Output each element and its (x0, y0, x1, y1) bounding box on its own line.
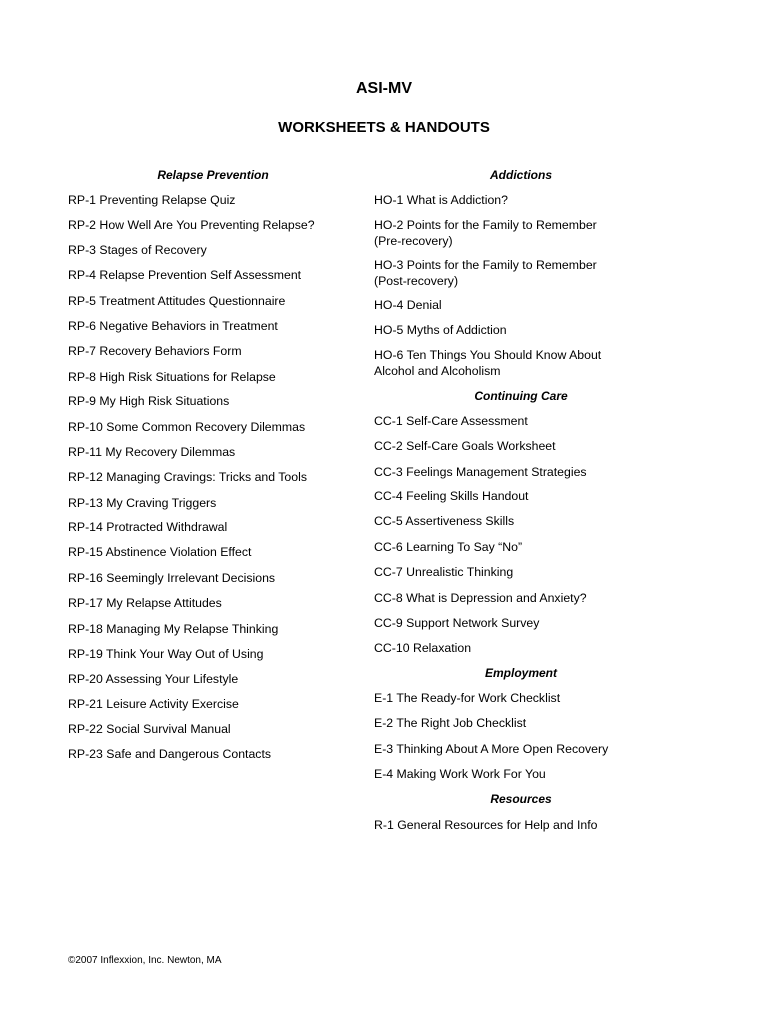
list-item: CC-6 Learning To Say “No” (374, 540, 523, 554)
section-heading-addictions: Addictions (490, 168, 552, 182)
list-item: RP-8 High Risk Situations for Relapse (68, 370, 276, 384)
list-item: RP-19 Think Your Way Out of Using (68, 647, 264, 661)
list-item: RP-12 Managing Cravings: Tricks and Tools (68, 470, 307, 484)
list-item: HO-2 Points for the Family to Remember (Pre-recovery) (374, 218, 597, 248)
list-item: RP-4 Relapse Prevention Self Assessment (68, 268, 302, 282)
section-heading-continuing-care: Continuing Care (474, 389, 568, 403)
list-item: RP-17 My Relapse Attitudes (68, 596, 222, 610)
list-item: HO-5 Myths of Addiction (374, 323, 507, 337)
list-item: RP-15 Abstinence Violation Effect (68, 545, 252, 559)
list-item: RP-11 My Recovery Dilemmas (68, 445, 236, 459)
list-item: RP-5 Treatment Attitudes Questionnaire (68, 294, 286, 308)
list-item: CC-5 Assertiveness Skills (374, 514, 515, 528)
list-item: RP-22 Social Survival Manual (68, 722, 231, 736)
list-item: RP-21 Leisure Activity Exercise (68, 697, 239, 711)
list-item: HO-6 Ten Things You Should Know About Alcohol and Alcoholism (374, 348, 602, 378)
page-subtitle: WORKSHEETS & HANDOUTS (278, 119, 490, 136)
list-item: HO-3 Points for the Family to Remember (Post-recovery) (374, 258, 597, 288)
list-item: CC-9 Support Network Survey (374, 616, 540, 630)
list-item: RP-3 Stages of Recovery (68, 243, 207, 257)
list-item: RP-1 Preventing Relapse Quiz (68, 193, 236, 207)
list-item: CC-7 Unrealistic Thinking (374, 565, 514, 579)
list-item: RP-14 Protracted Withdrawal (68, 520, 228, 534)
list-item: E-1 The Ready-for Work Checklist (374, 691, 561, 705)
section-heading-resources: Resources (490, 792, 552, 806)
list-item: R-1 General Resources for Help and Info (374, 818, 598, 832)
list-item: RP-9 My High Risk Situations (68, 394, 230, 408)
list-item: RP-7 Recovery Behaviors Form (68, 344, 242, 358)
section-heading-employment: Employment (484, 666, 557, 680)
list-item: HO-4 Denial (374, 298, 442, 312)
list-item: HO-1 What is Addiction? (374, 193, 508, 207)
list-item: CC-1 Self-Care Assessment (374, 414, 528, 428)
list-item: CC-3 Feelings Management Strategies (374, 465, 587, 479)
list-item: RP-16 Seemingly Irrelevant Decisions (68, 571, 276, 585)
page-title: ASI-MV (356, 80, 412, 97)
list-item: CC-10 Relaxation (374, 641, 472, 655)
list-item: RP-13 My Craving Triggers (68, 496, 217, 510)
list-item: RP-18 Managing My Relapse Thinking (68, 622, 279, 636)
list-item: E-4 Making Work Work For You (374, 767, 546, 781)
list-item: CC-4 Feeling Skills Handout (374, 489, 529, 503)
list-item: E-2 The Right Job Checklist (374, 716, 527, 730)
list-item: CC-2 Self-Care Goals Worksheet (374, 439, 556, 453)
list-item: RP-10 Some Common Recovery Dilemmas (68, 420, 306, 434)
list-item: CC-8 What is Depression and Anxiety? (374, 591, 587, 605)
list-item: RP-6 Negative Behaviors in Treatment (68, 319, 278, 333)
section-heading-relapse-prevention: Relapse Prevention (157, 168, 269, 182)
list-item: RP-23 Safe and Dangerous Contacts (68, 747, 272, 761)
list-item: E-3 Thinking About A More Open Recovery (374, 742, 609, 756)
list-item: RP-20 Assessing Your Lifestyle (68, 672, 239, 686)
list-item: RP-2 How Well Are You Preventing Relapse? (68, 218, 315, 232)
copyright-footer: ©2007 Inflexxion, Inc. Newton, MA (68, 955, 222, 966)
